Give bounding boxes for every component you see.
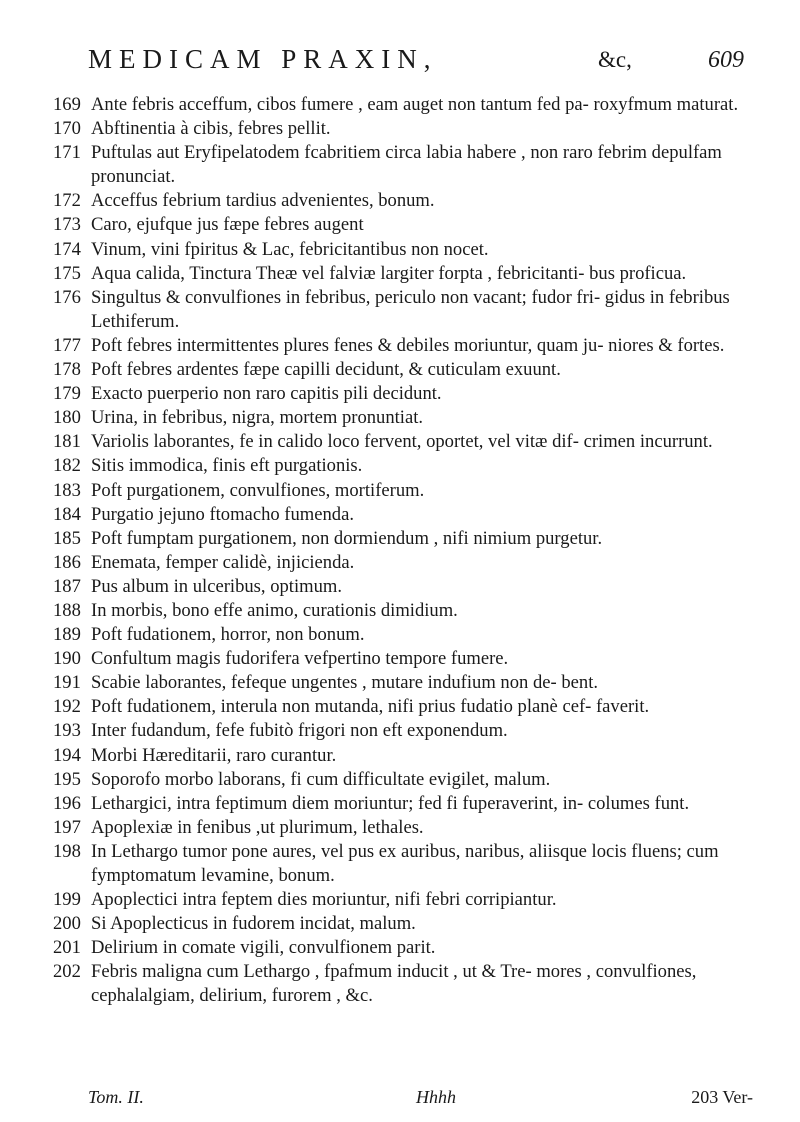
aphorism-number: 170 [53, 118, 81, 140]
volume-mark: Tom. II. [88, 1087, 144, 1107]
aphorism-entry [53, 479, 758, 503]
aphorism-entry [53, 768, 758, 792]
aphorism-number: 197 [53, 816, 81, 838]
aphorism-text: Morbi Hæreditarii, raro curantur. [91, 744, 337, 766]
aphorism-entry [53, 599, 758, 623]
aphorism-entry [53, 382, 758, 406]
aphorism-entry [53, 792, 758, 816]
aphorism-number: 171 [53, 142, 81, 164]
aphorism-text: In morbis, bono effe animo, curationis dimidium. [91, 599, 458, 621]
aphorism-entry [53, 527, 758, 551]
aphorism-text: Variolis laborantes, fe in calido loco fervent, oportet, vel vitæ dif- crimen incurrunt. [91, 431, 713, 453]
aphorism-entry [53, 695, 758, 719]
aphorism-text: Purgatio jejuno ftomacho fumenda. [91, 503, 355, 525]
aphorism-entry [53, 93, 758, 117]
aphorism-number: 188 [53, 599, 81, 621]
aphorism-text: Aqua calida, Tinctura Theæ vel falviæ largiter forpta , febricitanti- bus proficua. [91, 262, 687, 284]
aphorism-number: 185 [53, 527, 81, 549]
aphorism-text: Confultum magis fudorifera vefpertino tempore fumere. [91, 648, 509, 670]
aphorism-number: 174 [53, 238, 81, 260]
aphorism-text: Si Apoplecticus in fudorem incidat, malum. [91, 913, 416, 935]
aphorism-number: 175 [53, 262, 81, 284]
aphorism-number: 202 [53, 961, 81, 983]
aphorism-text: Scabie laborantes, fefeque ungentes , mutare indufium non de- bent. [91, 672, 599, 694]
aphorism-entry [53, 262, 758, 286]
aphorism-entry [53, 117, 758, 141]
aphorism-entry [53, 213, 758, 237]
aphorism-entry [53, 238, 758, 262]
aphorism-text: Ante febris acceffum, cibos fumere , eam auget non tantum fed pa- roxyfmum maturat. [91, 94, 739, 115]
aphorism-number: 194 [53, 744, 81, 766]
aphorism-text: Poft fudationem, interula non mutanda, nifi prius fudatio planè cef- faverit. [91, 696, 650, 718]
aphorism-text: Apoplectici intra feptem dies moriuntur, nifi febri corripiantur. [91, 889, 557, 911]
aphorism-entry [53, 671, 758, 695]
aphorism-entry [53, 454, 758, 478]
aphorism-entry [53, 912, 758, 936]
aphorism-number: 180 [53, 407, 81, 429]
aphorism-text: Inter fudandum, fefe fubitò frigori non eft exponendum. [91, 720, 508, 742]
aphorism-text: Abftinentia à cibis, febres pellit. [91, 118, 331, 140]
aphorism-number: 196 [53, 792, 81, 814]
aphorism-number: 169 [53, 94, 81, 115]
aphorism-text: Singultus & convulfiones in febribus, periculo non vacant; fudor fri- gidus in febribus Lethiferum. [91, 286, 730, 332]
aphorism-number: 172 [53, 190, 81, 212]
aphorism-entry [53, 430, 758, 454]
aphorism-text: Febris maligna cum Lethargo , fpafmum inducit , ut & Tre- mores , convulfiones, cephalalgiam, delirium, furorem , &c. [91, 961, 697, 1007]
aphorism-text: Delirium in comate vigili, convulfionem parit. [91, 937, 436, 959]
aphorism-entry [53, 575, 758, 599]
aphorism-entry [53, 744, 758, 768]
aphorism-number: 181 [53, 431, 81, 453]
aphorism-number: 183 [53, 479, 81, 501]
aphorism-entry [53, 503, 758, 527]
aphorism-entry [53, 406, 758, 430]
aphorism-text: Poft febres ardentes fæpe capilli decidunt, & cuticulam exuunt. [91, 359, 561, 381]
aphorism-number: 187 [53, 575, 81, 597]
aphorism-text: Puftulas aut Eryfipelatodem fcabritiem circa labia habere , non raro febrim depulfam pronunciat. [91, 142, 722, 188]
page-footer [88, 1087, 753, 1113]
aphorism-entry [53, 141, 758, 189]
aphorism-text: Exacto puerperio non raro capitis pili decidunt. [91, 383, 442, 405]
page-number: 609 [708, 47, 744, 73]
running-title-etc: &c, [598, 47, 632, 72]
running-title: MEDICAM PRAXIN, [88, 44, 438, 74]
aphorism-number: 190 [53, 648, 81, 670]
aphorism-number: 193 [53, 720, 81, 742]
aphorism-number: 179 [53, 383, 81, 405]
aphorism-number: 177 [53, 334, 81, 356]
aphorism-number: 201 [53, 937, 81, 959]
catchword: 203 Ver- [691, 1087, 753, 1107]
aphorism-entry [53, 286, 758, 334]
aphorism-text: Lethargici, intra feptimum diem moriuntur; fed fi fuperaverint, in- columes funt. [91, 792, 690, 814]
aphorism-number: 182 [53, 455, 81, 477]
aphorism-text: Enemata, femper calidè, injicienda. [91, 551, 355, 573]
aphorism-text: Poft fumptam purgationem, non dormiendum , nifi nimium purgetur. [91, 527, 603, 549]
aphorism-entry [53, 551, 758, 575]
aphorism-number: 198 [53, 840, 81, 862]
signature-mark: Hhhh [416, 1087, 456, 1107]
aphorism-number: 200 [53, 913, 81, 935]
aphorism-entry [53, 647, 758, 671]
aphorism-entry [53, 936, 758, 960]
aphorism-entry [53, 334, 758, 358]
aphorism-text: Vinum, vini fpiritus & Lac, febricitantibus non nocet. [91, 238, 489, 260]
aphorism-text: Apoplexiæ in fenibus ,ut plurimum, lethales. [91, 816, 424, 838]
aphorism-entry [53, 840, 758, 888]
aphorism-text: Poft febres intermittentes plures fenes & debiles moriuntur, quam ju- niores & fortes. [91, 334, 725, 356]
aphorism-text: Sitis immodica, finis eft purgationis. [91, 455, 363, 477]
aphorism-number: 184 [53, 503, 81, 525]
aphorism-text: Urina, in febribus, nigra, mortem pronuntiat. [91, 407, 424, 429]
aphorism-number: 173 [53, 214, 81, 236]
aphorism-entry [53, 960, 758, 1008]
aphorism-entry [53, 888, 758, 912]
aphorism-text: Poft fudationem, horror, non bonum. [91, 624, 365, 646]
aphorism-number: 176 [53, 286, 81, 308]
aphorism-number: 192 [53, 696, 81, 718]
aphorism-list [53, 93, 758, 1009]
aphorism-text: In Lethargo tumor pone aures, vel pus ex auribus, naribus, aliisque locis fluens; cum fymptomatum levamine, bonum. [91, 840, 719, 886]
aphorism-entry [53, 189, 758, 213]
aphorism-text: Poft purgationem, convulfiones, mortiferum. [91, 479, 425, 501]
aphorism-number: 186 [53, 551, 81, 573]
aphorism-entry [53, 358, 758, 382]
aphorism-text: Pus album in ulceribus, optimum. [91, 575, 343, 597]
aphorism-number: 178 [53, 359, 81, 381]
aphorism-text: Acceffus febrium tardius advenientes, bonum. [91, 190, 435, 212]
aphorism-number: 195 [53, 768, 81, 790]
aphorism-entry [53, 623, 758, 647]
aphorism-number: 189 [53, 624, 81, 646]
aphorism-text: Caro, ejufque jus fæpe febres augent [91, 214, 364, 236]
aphorism-number: 191 [53, 672, 81, 694]
running-header [88, 44, 744, 84]
aphorism-entry [53, 816, 758, 840]
aphorism-number: 199 [53, 889, 81, 911]
aphorism-entry [53, 719, 758, 743]
aphorism-text: Soporofo morbo laborans, fi cum difficultate evigilet, malum. [91, 768, 551, 790]
